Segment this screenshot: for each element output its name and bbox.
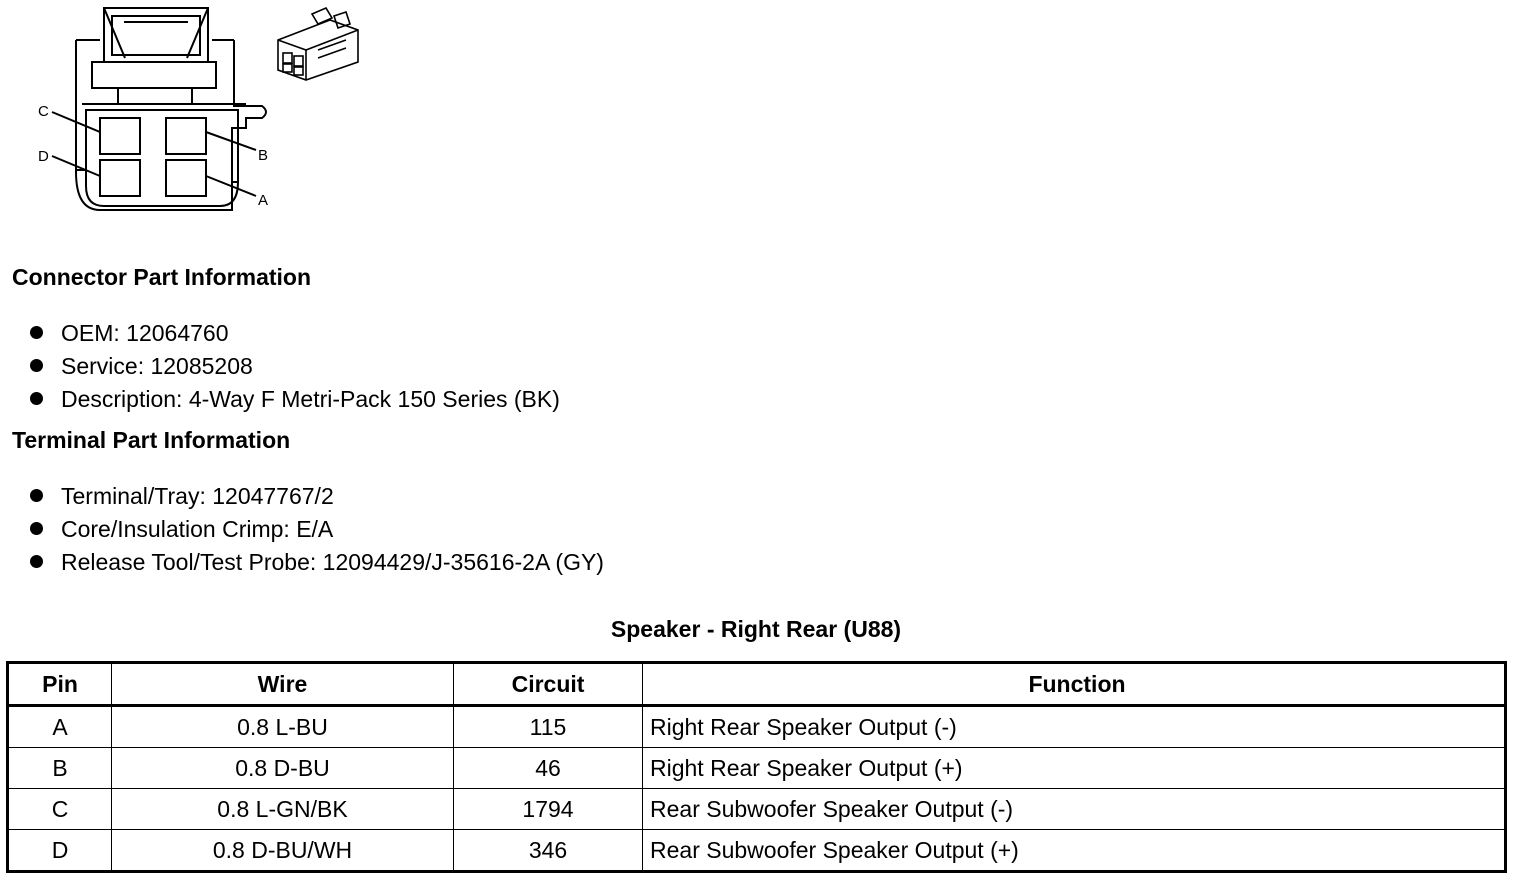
list-item-text: Release Tool/Test Probe: 12094429/J-35616-2A (GY): [61, 549, 604, 575]
table-row: [8, 830, 1506, 872]
list-item-text: Description: 4-Way F Metri-Pack 150 Series (BK): [61, 386, 560, 412]
list-item-text: Core/Insulation Crimp: E/A: [61, 516, 334, 542]
table-cell: 46: [454, 748, 643, 789]
table-cell: 0.8 L-BU: [112, 706, 454, 748]
table-row: [8, 789, 1506, 830]
list-item: [30, 546, 604, 579]
column-header-function: Function: [643, 663, 1506, 706]
table-cell: B: [8, 748, 112, 789]
list-item: [30, 513, 604, 546]
connector-isometric-icon: [278, 8, 358, 80]
column-header-circuit: Circuit: [454, 663, 643, 706]
bullet-icon: [30, 326, 43, 339]
table-cell: 346: [454, 830, 643, 872]
bullet-icon: [30, 522, 43, 535]
list-item-text: Terminal/Tray: 12047767/2: [61, 483, 334, 509]
list-item-text: Service: 12085208: [61, 353, 253, 379]
table-cell: A: [8, 706, 112, 748]
table-row: [8, 706, 1506, 748]
connector-diagram: [0, 0, 380, 225]
table-row: [8, 748, 1506, 789]
pin-label-d: D: [38, 148, 49, 165]
pin-label-b: B: [258, 147, 269, 164]
list-item: [30, 383, 560, 416]
table-cell: 0.8 D-BU: [112, 748, 454, 789]
list-item-text: OEM: 12064760: [61, 320, 229, 346]
bullet-icon: [30, 489, 43, 502]
column-header-pin: Pin: [8, 663, 112, 706]
bullet-icon: [30, 555, 43, 568]
table-cell: Rear Subwoofer Speaker Output (+): [643, 830, 1506, 872]
connector-info-title: Connector Part Information: [12, 264, 312, 290]
terminal-info-list: [30, 480, 604, 579]
table-cell: 0.8 D-BU/WH: [112, 830, 454, 872]
pin-label-c: C: [38, 103, 49, 120]
pin-table-title: Speaker - Right Rear (U88): [610, 616, 902, 642]
connector-info-list: [30, 317, 560, 416]
pin-table: [6, 661, 1507, 873]
table-cell: C: [8, 789, 112, 830]
table-cell: Rear Subwoofer Speaker Output (-): [643, 789, 1506, 830]
column-header-wire: Wire: [112, 663, 454, 706]
table-cell: 115: [454, 706, 643, 748]
list-item: [30, 350, 560, 383]
pin-label-a: A: [258, 192, 269, 209]
bullet-icon: [30, 359, 43, 372]
bullet-icon: [30, 392, 43, 405]
table-header-row: [8, 663, 1506, 706]
table-cell: 1794: [454, 789, 643, 830]
list-item: [30, 480, 604, 513]
table-cell: Right Rear Speaker Output (+): [643, 748, 1506, 789]
table-cell: 0.8 L-GN/BK: [112, 789, 454, 830]
list-item: [30, 317, 560, 350]
table-cell: Right Rear Speaker Output (-): [643, 706, 1506, 748]
terminal-info-title: Terminal Part Information: [12, 427, 291, 453]
table-cell: D: [8, 830, 112, 872]
